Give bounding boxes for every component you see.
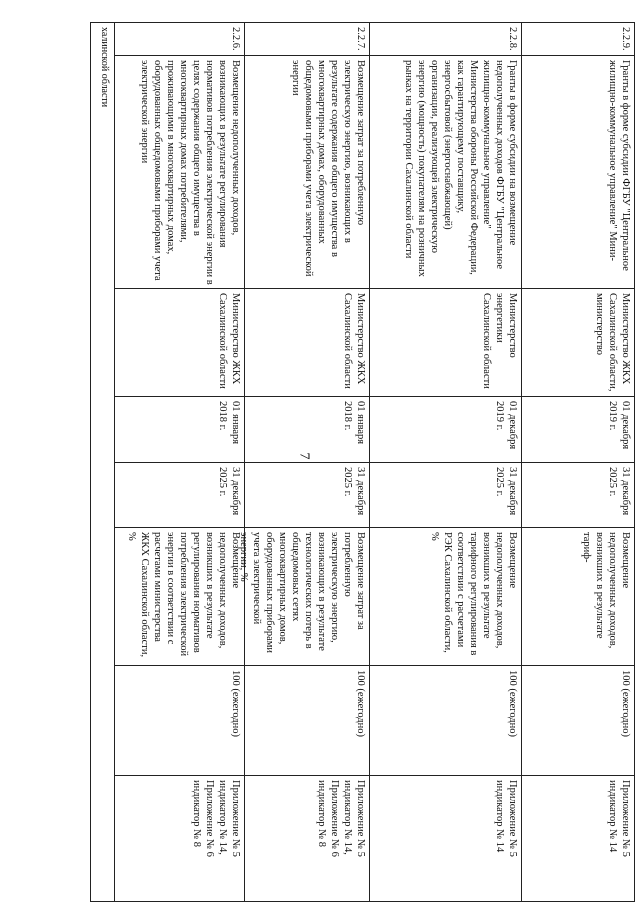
row-number: 2.2.8. [507,27,518,51]
value-cell: 100 (ежегодно) [507,670,518,738]
page-number: 7 [296,452,312,460]
row-number: 2.2.6. [230,27,241,51]
measures-table [90,22,635,902]
start-date-cell: 01 января 2018 г. [217,401,241,445]
executor-cell: Министерство энергетики Сахалинской области [481,293,518,389]
indicator-cell: Возмещение недополученных доходов, возникших в результате тариф- [581,532,631,649]
start-date-cell: 01 декабря 2019 г. [607,401,631,450]
measure-cell: Возмещение недополученных доходов, возникающих в результате регулирования нормативов потребления электрической энергии в целях содержания общего имущества в многоквартирных домах потребителями, проживающими в многоквартирных домах, оборудованных общедомовыми приборами учета электрической энергии [139,60,241,285]
continuation-text: халинской области [99,27,110,108]
indicator-cell: Возмещение затрат за потребленную электрическую энергию, возникающих в результате технологических потерь в общедомовых сетях многоквартирных домов, оборудованных приборами учета электрической энергии, % [238,532,366,654]
end-date-cell: 31 декабря 2025 г. [342,467,366,516]
annex-cell: Приложение № 5 индикатор № 14, Приложение № 6 индикатор № 8 [191,780,241,857]
start-date-cell: 01 января 2018 г. [342,401,366,445]
end-date-cell: 31 декабря 2025 г. [494,467,518,516]
table-row [238,23,369,901]
annex-cell: Приложение № 5 индикатор № 14 [607,780,631,857]
executor-cell: Министерство ЖКХ Сахалинской области, министерство [594,293,631,392]
measure-cell: Гранты в форме субсидии ФГБУ "Центральное жилищно-коммунальное управление" Мини- [607,60,631,271]
end-date-cell: 31 декабря 2025 г. [607,467,631,516]
start-date-cell: 01 декабря 2019 г. [494,401,518,450]
table-row [521,23,634,901]
value-cell: 100 (ежегодно) [620,670,631,738]
end-date-cell: 31 декабря 2025 г. [217,467,241,516]
row-number: 2.2.7. [355,27,366,51]
annex-cell: Приложение № 5 индикатор № 14, Приложение № 6 индикатор № 8 [316,780,366,857]
annex-cell: Приложение № 5 индикатор № 14 [494,780,518,857]
value-cell: 100 (ежегодно) [230,670,241,738]
indicator-cell: Возмещение недополученных доходов, возникших в результате регулирования нормативов потребления электрической энергии в соответствии с расчетами министерства ЖКХ Сахалинской области, % [126,532,241,658]
executor-cell: Министерство ЖКХ Сахалинской области [217,293,241,389]
table-row [91,23,114,901]
row-number: 2.2.9. [620,27,631,51]
measure-cell: Возмещение затрат за потребленную электрическую энергию, возникающих в результате содержания общего имущества в многоквартирных домах, оборудованных общедомовыми приборами учета электрической энергии [290,60,366,277]
table-row [369,23,521,901]
value-cell: 100 (ежегодно) [355,670,366,738]
measure-cell: Гранты в форме субсидии на возмещение недополученных доходов ФГБУ "Центральное жилищно-коммунальное управление" Министерства обороны Российской Федерации, как гарантирующему поставщику, энергосбытовой (энергоснабжающей) организации, реализующей электрическую энергию (мощность) покупателям на розничных рынках на территории Сахалинской области [403,60,518,277]
table-row [114,23,244,901]
executor-cell: Министерство ЖКХ Сахалинской области [342,293,366,389]
indicator-cell: Возмещение недополученных доходов, возникших в результате тарифного регулирования в соответствии с расчетами РЭК Сахалинской области, % [429,532,518,656]
